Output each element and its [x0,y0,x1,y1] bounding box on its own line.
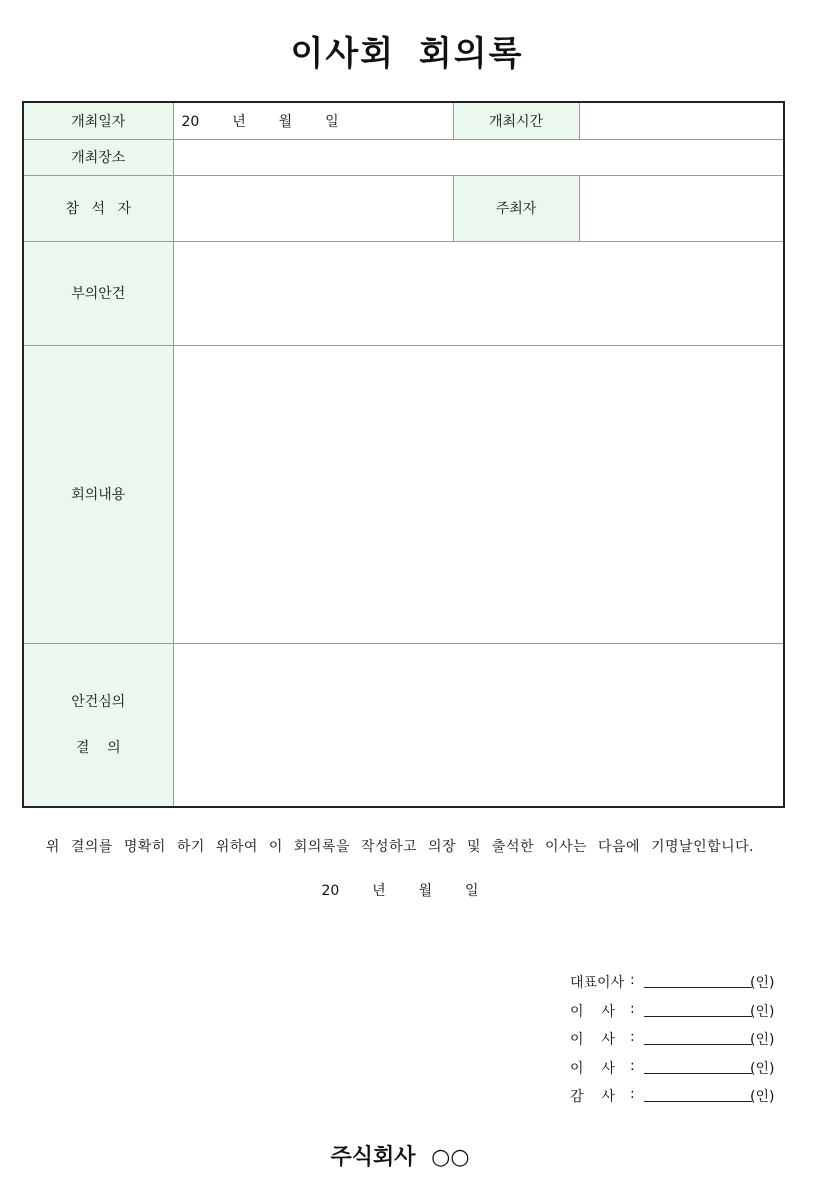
table-row-place [23,139,784,175]
minutes-table [22,101,785,808]
table-row-agenda [23,241,784,345]
host-field[interactable] [579,175,784,241]
attendees-label: 참 석 자 [23,175,173,241]
resolution-field[interactable] [173,643,784,807]
attendees-field[interactable] [173,175,453,241]
signer-colon: : [630,972,635,988]
agenda-field[interactable] [173,241,784,345]
signer-role: 이 사 [570,1060,615,1077]
date-field[interactable]: 20 년 월 일 [173,102,453,139]
place-field[interactable] [173,139,784,175]
content-label: 회의내용 [23,345,173,643]
resolution-label-line-1: 안건심의 [71,693,126,710]
resolution-label-line-2: 결 의 [75,739,121,756]
seal-mark: (인) [750,1060,775,1077]
signature-line[interactable] [644,1073,752,1074]
signer-row [570,999,790,1028]
resolution-label [23,643,173,807]
seal-mark: (인) [750,975,775,991]
seal-mark: (인) [750,1003,775,1020]
signature-line[interactable] [644,1016,752,1017]
signers-list [570,970,790,1113]
signer-colon: : [630,1057,635,1074]
signer-row [570,970,790,999]
signature-line[interactable] [644,1044,752,1045]
signer-colon: : [630,1029,635,1045]
signer-role: 감 사 [570,1089,615,1105]
signer-row [570,1056,790,1085]
signer-role: 이 사 [570,1003,615,1020]
table-row-date [23,102,784,139]
table-row-attendees [23,175,784,241]
signer-row [570,1027,790,1056]
content-field[interactable] [173,345,784,643]
host-label: 주최자 [453,175,579,241]
place-label: 개최장소 [23,139,173,175]
signature-date: 20 년 월 일 [321,883,479,899]
signature-line[interactable] [644,1101,752,1102]
seal-mark: (인) [750,1089,775,1105]
document-title: 이사회 회의록 [290,34,524,74]
signer-role: 이 사 [570,1032,615,1048]
signer-role: 대표이사 [570,975,625,991]
date-label: 개최일자 [23,102,173,139]
signer-colon: : [630,1086,635,1102]
agenda-label: 부의안건 [23,241,173,345]
table-row-content [23,345,784,643]
time-label: 개최시간 [453,102,579,139]
seal-mark: (인) [750,1032,775,1048]
company-name: 주식회사 ○○ [330,1145,470,1170]
signature-line[interactable] [644,987,752,988]
time-field[interactable] [579,102,784,139]
signer-row [570,1084,790,1113]
notice-text: 위 결의를 명확히 하기 위하여 이 회의록을 작성하고 의장 및 출석한 이사는 다음에 기명날인합니다. [45,839,755,855]
table-row-resolution [23,643,784,807]
signer-colon: : [630,1000,635,1017]
